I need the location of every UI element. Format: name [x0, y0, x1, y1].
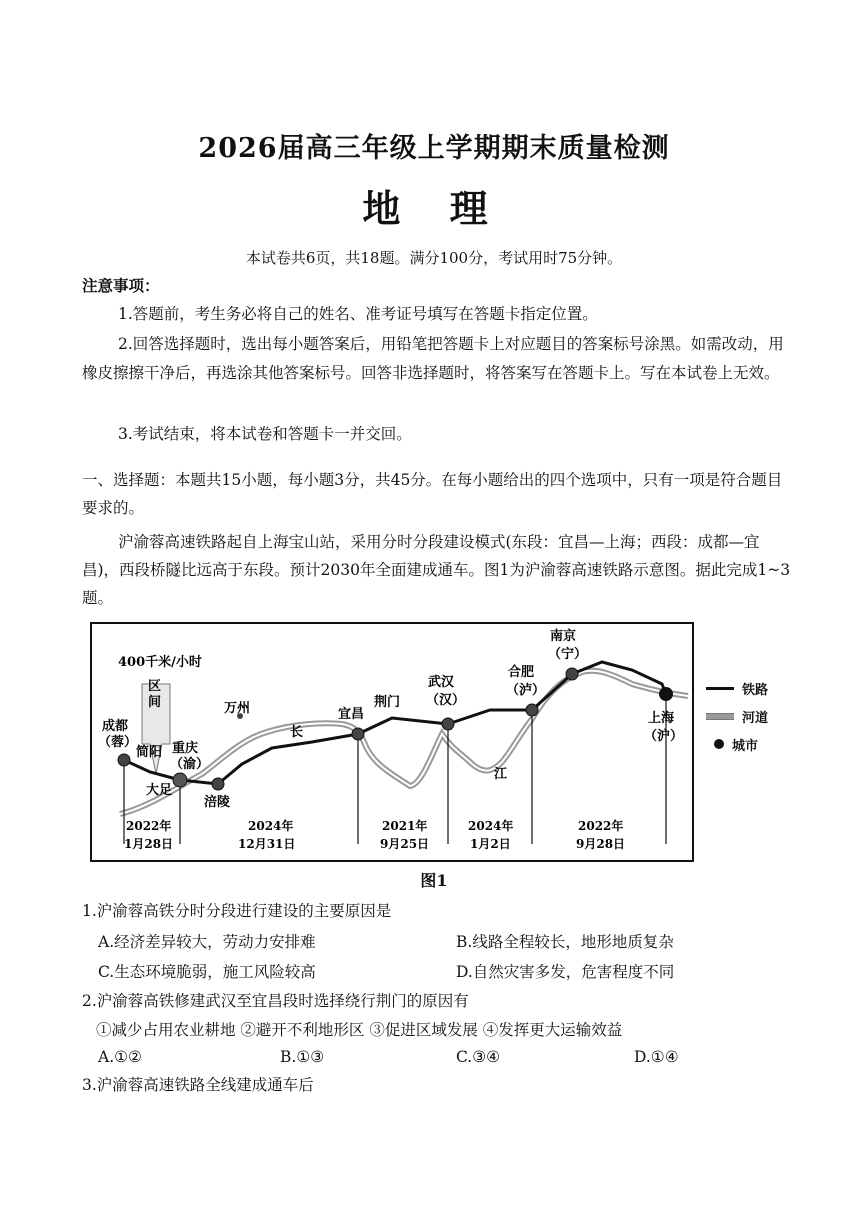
exam-info: 本试卷共6页，共18题。满分100分，考试用时75分钟。	[245, 249, 623, 267]
notice-item-2: 2.回答选择题时，选出每小题答案后，用铅笔把答题卡上对应题目的答案标号涂黑。如需改动，用橡皮擦擦干净后，再选涂其他答案标号。回答非选择题时，将答案写在答题卡上。写在本试卷上无效。	[82, 335, 784, 382]
speed-label: 400千米/小时	[118, 655, 202, 670]
city-wuhan-marker	[442, 718, 454, 730]
section-1-title-text: 一、选择题：本题共15小题，每小题3分，共45分。在每小题给出的四个选项中，只有一项是符合题目要求的。	[82, 471, 783, 517]
label-chongqing: 重庆	[172, 741, 199, 756]
label-hefei-abbr: （泸）	[506, 683, 546, 698]
city-fuling-marker	[212, 778, 224, 790]
notice-item-3: 3.考试结束，将本试卷和答题卡一并交回。	[118, 425, 412, 443]
date-4-year: 2024年	[468, 819, 514, 833]
exam-title: 2026届高三年级上学期期末质量检测	[198, 133, 670, 164]
legend-city-label: 城市	[732, 738, 759, 754]
rail-map-figure	[90, 622, 694, 862]
q2-option-d: D.①④	[634, 1048, 679, 1066]
label-jianyang: 简阳	[136, 745, 163, 760]
legend-rail	[706, 674, 768, 702]
city-yichang-marker	[352, 728, 364, 740]
q1-option-c: C.生态环境脆弱，施工风险较高	[98, 963, 316, 981]
date-4-day: 1月2日	[470, 837, 511, 851]
city-hefei-marker	[526, 704, 538, 716]
question-3-stem: 3.沪渝蓉高速铁路全线建成通车后	[82, 1076, 314, 1094]
label-wanzhou: 万州	[224, 701, 251, 716]
city-shanghai-marker	[659, 687, 673, 701]
q1-option-b: B.线路全程较长，地形地质复杂	[456, 933, 674, 951]
label-nanjing-abbr: （宁）	[548, 647, 588, 662]
label-chengdu: 成都	[102, 719, 129, 734]
date-5-day: 9月28日	[576, 837, 626, 851]
q2-statements: ①减少占用农业耕地 ②避开不利地形区 ③促进区域发展 ④发挥更大运输效益	[96, 1021, 623, 1039]
figure-caption: 图1	[420, 871, 448, 890]
passage: 沪渝蓉高速铁路起自上海宝山站，采用分时分段建设模式(东段：宜昌—上海；西段：成都—宜昌)，西段桥隧比远高于东段。预计2030年全面建成通车。图1为沪渝蓉高速铁路示意图。据此完成1~3题。	[82, 533, 791, 607]
label-chongqing-abbr: （渝）	[170, 757, 210, 772]
q1-option-a: A.经济差异较大，劳动力安排难	[98, 933, 316, 951]
date-5-year: 2022年	[578, 819, 624, 833]
label-jingmen: 荆门	[374, 695, 401, 710]
label-hefei: 合肥	[508, 665, 535, 680]
date-2-day: 12月31日	[238, 837, 296, 851]
date-1-day: 1月28日	[124, 837, 174, 851]
rail-line-icon	[706, 687, 734, 690]
city-chongqing-marker	[173, 773, 187, 787]
legend-river-label: 河道	[742, 710, 769, 726]
river-line-icon	[706, 713, 734, 720]
date-2-year: 2024年	[248, 819, 294, 833]
q2-option-c: C.③④	[456, 1048, 501, 1066]
city-chengdu-marker	[118, 754, 130, 766]
label-chengdu-abbr: （蓉）	[98, 735, 138, 750]
map-legend	[706, 674, 768, 758]
city-dot-icon	[714, 739, 724, 749]
legend-river	[706, 702, 768, 730]
label-shanghai-abbr: （沪）	[644, 729, 684, 744]
label-dazu: 大足	[146, 783, 173, 798]
label-shanghai: 上海	[648, 711, 675, 726]
label-wuhan-abbr: （汉）	[426, 693, 466, 708]
rail-map-svg	[92, 624, 692, 860]
date-3-year: 2021年	[382, 819, 428, 833]
river-path	[120, 671, 688, 814]
river-label-chang: 长	[290, 725, 304, 740]
subject-title: 地 理	[362, 186, 506, 231]
speed-label-qu: 区	[148, 679, 162, 694]
q2-option-a: A.①②	[98, 1048, 142, 1066]
legend-city	[706, 730, 768, 758]
notice-heading: 注意事项：	[82, 276, 160, 295]
river-label-jiang: 江	[494, 767, 508, 782]
label-wuhan: 武汉	[428, 675, 455, 690]
q2-option-b: B.①③	[280, 1048, 325, 1066]
legend-rail-label: 铁路	[742, 682, 769, 698]
label-fuling: 涪陵	[204, 795, 231, 810]
question-2-stem: 2.沪渝蓉高铁修建武汉至宜昌段时选择绕行荆门的原因有	[82, 992, 469, 1010]
label-yichang: 宜昌	[338, 707, 365, 722]
speed-label-jian: 间	[148, 695, 162, 710]
notice-item-1: 1.答题前，考生务必将自己的姓名、准考证号填写在答题卡指定位置。	[118, 305, 598, 323]
date-3-day: 9月25日	[380, 837, 430, 851]
city-nanjing-marker	[566, 668, 578, 680]
section-1-title	[82, 466, 794, 522]
question-1-stem: 1.沪渝蓉高铁分时分段进行建设的主要原因是	[82, 902, 392, 920]
date-1-year: 2022年	[126, 819, 172, 833]
q1-option-d: D.自然灾害多发，危害程度不同	[456, 963, 675, 981]
label-nanjing: 南京	[550, 629, 577, 644]
